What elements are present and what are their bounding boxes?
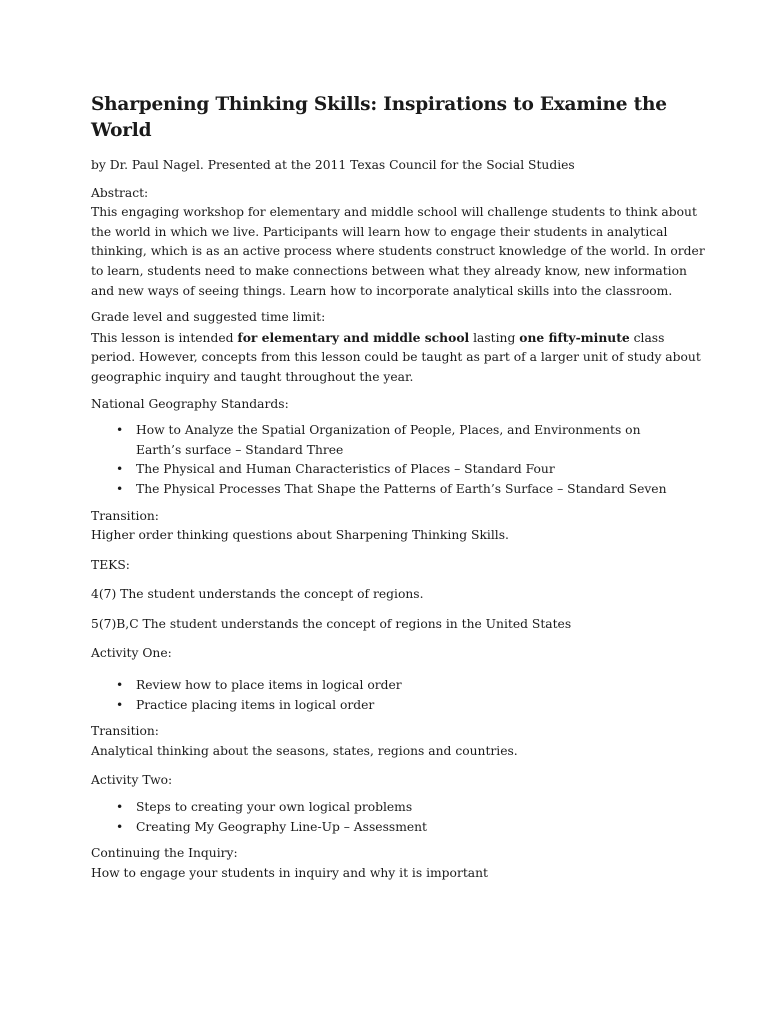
transition-2-heading: Transition: bbox=[91, 724, 159, 739]
teks-item-2: 5(7)B,C The student understands the concept of regions in the United States bbox=[91, 616, 572, 631]
list-item: • The Physical Processes That Shape the Patterns of Earth’s Surface – Standard Seven bbox=[136, 480, 708, 500]
activity-two-heading: Activity Two: bbox=[91, 773, 173, 788]
byline: by Dr. Paul Nagel. Presented at the 2011 Texas Council for the Social Studies bbox=[91, 158, 575, 172]
grade-level-heading: Grade level and suggested time limit: bbox=[91, 310, 326, 325]
activity-one-list bbox=[91, 676, 708, 715]
standards-heading: National Geography Standards: bbox=[91, 396, 289, 411]
transition-1-heading: Transition: bbox=[91, 508, 159, 523]
list-item: • The Physical and Human Characteristics of Places – Standard Four bbox=[136, 460, 708, 480]
list-item: • Creating My Geography Line-Up – Assessment bbox=[136, 818, 708, 838]
transition-1-section bbox=[91, 507, 708, 546]
transition-2-text: Analytical thinking about the seasons, states, regions and countries. bbox=[91, 743, 518, 758]
activity-one-heading: Activity One: bbox=[91, 646, 172, 661]
abstract-text: This engaging workshop for elementary and middle school will challenge students to think about the world in which we live. Participants will learn how to engage their students in analytical thinking, which is as an active process where students construct knowledge of the world. In order to learn, students need to make connections between what they already know, new information and new ways of seeing things. Learn how to incorporate analytical skills into the classroom. bbox=[91, 205, 705, 298]
grade-level-text-part-1: This lesson is intended bbox=[91, 330, 238, 345]
grade-level-duration: one fifty-minute bbox=[519, 329, 630, 345]
list-item: • Steps to creating your own logical problems bbox=[136, 798, 708, 818]
grade-level-section bbox=[91, 308, 708, 387]
transition-2-section bbox=[91, 722, 708, 761]
standards-section bbox=[91, 395, 708, 500]
activity-two-section bbox=[91, 771, 708, 837]
grade-level-audience: for elementary and middle school bbox=[237, 329, 470, 345]
list-item: • Review how to place items in logical order bbox=[136, 676, 708, 696]
document-title: Sharpening Thinking Skills: Inspirations to Examine the World bbox=[91, 94, 667, 141]
activity-two-list bbox=[91, 798, 708, 837]
activity-one-section bbox=[91, 644, 708, 715]
abstract-heading: Abstract: bbox=[91, 185, 149, 200]
teks-heading: TEKS: bbox=[91, 557, 130, 572]
standards-list bbox=[91, 421, 708, 499]
continuing-text: How to engage your students in inquiry and why it is important bbox=[91, 865, 488, 880]
grade-level-text bbox=[91, 328, 708, 388]
transition-1-text: Higher order thinking questions about Sharpening Thinking Skills. bbox=[91, 528, 509, 543]
teks-item-1: 4(7) The student understands the concept of regions. bbox=[91, 587, 424, 602]
list-item: • Practice placing items in logical order bbox=[136, 696, 708, 716]
continuing-heading: Continuing the Inquiry: bbox=[91, 846, 238, 861]
continuing-section bbox=[91, 844, 708, 883]
grade-level-text-part-3: class period. However, concepts from this lesson could be taught as part of a larger unit of study about geographic inquiry and taught throughout the year. bbox=[91, 330, 701, 384]
list-item: • How to Analyze the Spatial Organization of People, Places, and Environments on Earth’s surface – Standard Three bbox=[136, 421, 708, 460]
abstract-section bbox=[91, 184, 708, 302]
grade-level-text-part-2: lasting bbox=[469, 330, 520, 345]
